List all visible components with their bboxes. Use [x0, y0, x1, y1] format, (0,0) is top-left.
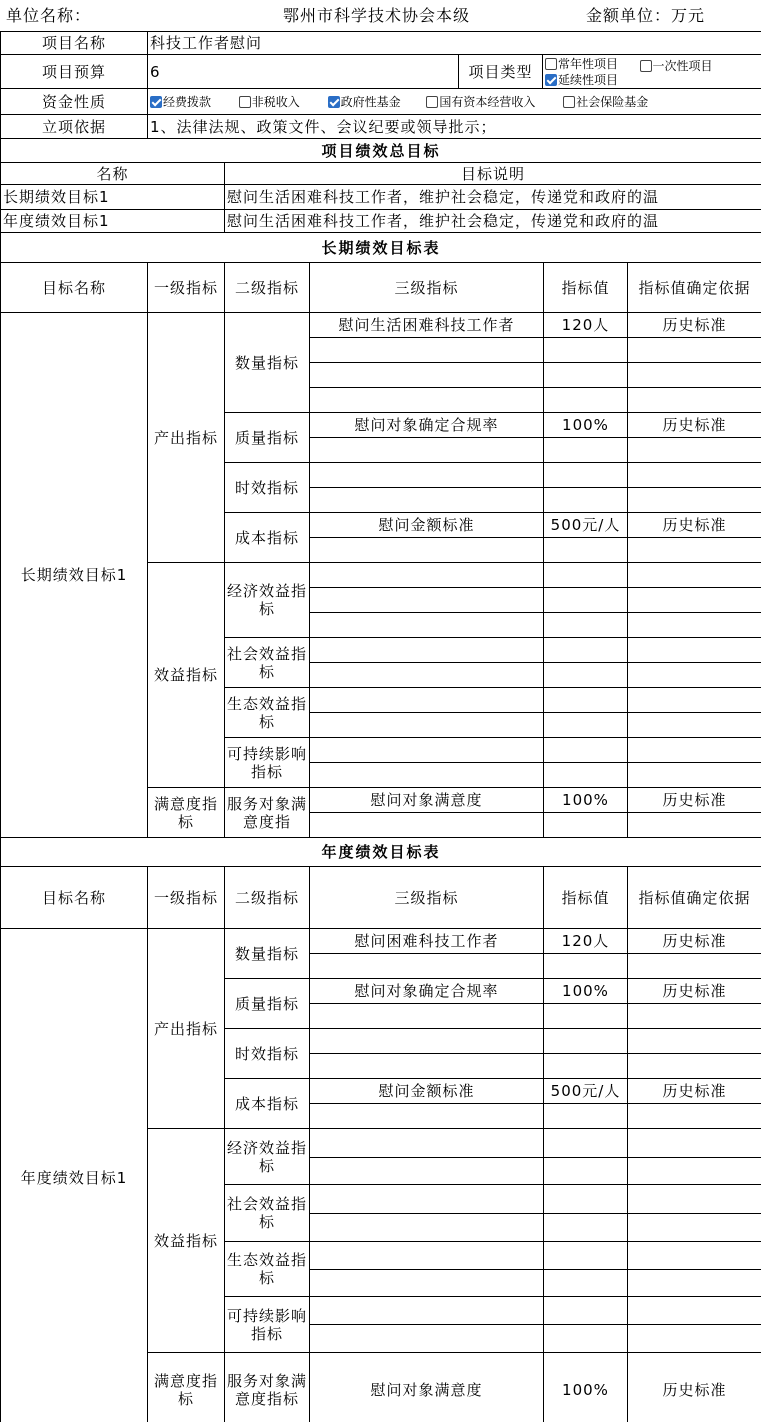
amount-unit: 金额单位：万元	[586, 6, 706, 25]
fund-option-gov-fund[interactable]: 政府性基金	[328, 95, 401, 109]
type-option-regular[interactable]: 常年性项目	[545, 56, 636, 72]
fund-option-social-insurance[interactable]: 社会保险基金	[563, 95, 648, 109]
project-budget-label: 项目预算	[1, 55, 148, 89]
level2-ecological: 生态效益指标	[225, 688, 310, 738]
level1-benefit: 效益指标	[148, 563, 225, 788]
checkbox-checked-icon[interactable]	[328, 96, 340, 108]
level2-social: 社会效益指标	[225, 1185, 310, 1242]
level2-cost: 成本指标	[225, 513, 310, 563]
overall-row-name: 年度绩效目标1	[1, 210, 225, 233]
project-name: 科技工作者慰问	[148, 32, 761, 55]
project-budget: 6	[148, 55, 459, 89]
indicator-basis: 历史标准	[628, 513, 761, 538]
indicator-basis: 历史标准	[628, 413, 761, 438]
long-term-goal-name: 长期绩效目标1	[1, 313, 148, 838]
level3-indicator: 慰问困难科技工作者	[310, 929, 544, 954]
level2-sustainable: 可持续影响指标	[225, 1297, 310, 1353]
level1-satisfaction: 满意度指标	[148, 1353, 225, 1422]
checkbox-icon[interactable]	[545, 58, 557, 70]
level1-output: 产出指标	[148, 313, 225, 563]
indicator-basis: 历史标准	[628, 1353, 761, 1422]
indicator-basis: 历史标准	[628, 979, 761, 1004]
col-level3: 三级指标	[310, 263, 544, 313]
unit-label: 单位名称：	[6, 6, 92, 25]
col-basis: 指标值确定依据	[628, 263, 761, 313]
indicator-value: 500元/人	[544, 1079, 628, 1104]
level2-social: 社会效益指标	[225, 638, 310, 688]
overall-col-name: 名称	[1, 163, 225, 185]
level3-indicator: 慰问对象满意度	[310, 1353, 544, 1422]
project-info-table	[0, 31, 761, 139]
checkbox-icon[interactable]	[239, 96, 251, 108]
level3-indicator: 慰问金额标准	[310, 1079, 544, 1104]
overall-goal-title: 项目绩效总目标	[1, 139, 761, 163]
col-level1: 一级指标	[148, 263, 225, 313]
fund-option-nontax[interactable]: 非税收入	[239, 95, 300, 109]
overall-row-desc: 慰问生活困难科技工作者，维护社会稳定，传递党和政府的温	[225, 185, 761, 210]
fund-option-appropriation[interactable]: 经费拨款	[150, 95, 211, 109]
project-basis: 1、法律法规、政策文件、会议纪要或领导批示；	[148, 115, 761, 139]
indicator-value: 100%	[544, 1353, 628, 1422]
level2-service: 服务对象满意度指标	[225, 1353, 310, 1422]
basis-label: 立项依据	[1, 115, 148, 139]
fund-option-state-capital[interactable]: 国有资本经营收入	[426, 95, 535, 109]
indicator-basis: 历史标准	[628, 929, 761, 954]
col-value: 指标值	[544, 867, 628, 929]
level2-timeliness: 时效指标	[225, 1029, 310, 1079]
indicator-value: 100%	[544, 413, 628, 438]
col-level1: 一级指标	[148, 867, 225, 929]
level2-quality: 质量指标	[225, 979, 310, 1029]
level1-satisfaction: 满意度指标	[148, 788, 225, 838]
level2-economic: 经济效益指标	[225, 563, 310, 638]
col-basis: 指标值确定依据	[628, 867, 761, 929]
indicator-value: 120人	[544, 929, 628, 954]
level3-indicator: 慰问金额标准	[310, 513, 544, 538]
level2-timeliness: 时效指标	[225, 463, 310, 513]
indicator-value: 500元/人	[544, 513, 628, 538]
indicator-basis: 历史标准	[628, 788, 761, 813]
level3-indicator: 慰问生活困难科技工作者	[310, 313, 544, 338]
level2-quantity: 数量指标	[225, 929, 310, 979]
level2-sustainable: 可持续影响指标	[225, 738, 310, 788]
indicator-basis: 历史标准	[628, 1079, 761, 1104]
indicator-basis: 历史标准	[628, 313, 761, 338]
level1-benefit: 效益指标	[148, 1129, 225, 1353]
fund-nature-label: 资金性质	[1, 89, 148, 115]
level3-indicator: 慰问对象满意度	[310, 788, 544, 813]
level2-quantity: 数量指标	[225, 313, 310, 413]
long-term-goal-table	[0, 232, 761, 838]
type-option-onetime[interactable]: 一次性项目	[640, 57, 760, 75]
overall-row-desc: 慰问生活困难科技工作者，维护社会稳定，传递党和政府的温	[225, 210, 761, 233]
project-name-label: 项目名称	[1, 32, 148, 55]
overall-col-desc: 目标说明	[225, 163, 761, 185]
col-level2: 二级指标	[225, 263, 310, 313]
overall-row-name: 长期绩效目标1	[1, 185, 225, 210]
col-level3: 三级指标	[310, 867, 544, 929]
overall-goal-table	[0, 138, 761, 233]
level2-cost: 成本指标	[225, 1079, 310, 1129]
annual-title: 年度绩效目标表	[1, 838, 761, 867]
level2-quality: 质量指标	[225, 413, 310, 463]
level2-ecological: 生态效益指标	[225, 1242, 310, 1297]
level1-output: 产出指标	[148, 929, 225, 1129]
col-goal-name: 目标名称	[1, 263, 148, 313]
checkbox-checked-icon[interactable]	[150, 96, 162, 108]
type-option-continuing[interactable]: 延续性项目	[545, 72, 636, 88]
col-level2: 二级指标	[225, 867, 310, 929]
indicator-value: 100%	[544, 979, 628, 1004]
long-term-title: 长期绩效目标表	[1, 233, 761, 263]
level2-service: 服务对象满意度指	[225, 788, 310, 838]
col-value: 指标值	[544, 263, 628, 313]
col-goal-name: 目标名称	[1, 867, 148, 929]
annual-goal-name: 年度绩效目标1	[1, 929, 148, 1422]
level2-economic: 经济效益指标	[225, 1129, 310, 1185]
checkbox-icon[interactable]	[563, 96, 575, 108]
level3-indicator: 慰问对象确定合规率	[310, 413, 544, 438]
indicator-value: 100%	[544, 788, 628, 813]
unit-name: 鄂州市科学技术协会本级	[283, 6, 471, 25]
level3-indicator: 慰问对象确定合规率	[310, 979, 544, 1004]
indicator-value: 120人	[544, 313, 628, 338]
annual-goal-table	[0, 837, 761, 1422]
checkbox-checked-icon[interactable]	[545, 74, 557, 86]
checkbox-icon[interactable]	[640, 60, 652, 72]
checkbox-icon[interactable]	[426, 96, 438, 108]
project-type-label: 项目类型	[459, 55, 543, 89]
